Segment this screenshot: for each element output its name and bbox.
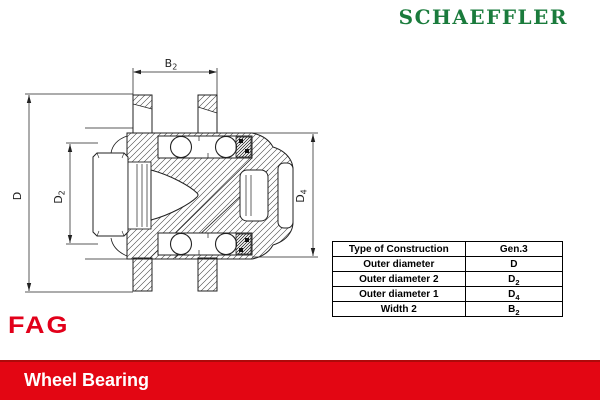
bearing-ball: [171, 234, 192, 255]
dim-label-d4: $D_4$: [294, 189, 309, 203]
spec-row-type-of-construction: [333, 242, 563, 257]
spec-row-width-2: [333, 302, 563, 317]
product-banner: [0, 360, 600, 400]
wheel-stud-top-left: [133, 95, 152, 133]
spec-value: D: [465, 257, 562, 272]
dimension-d2: [52, 143, 98, 244]
bearing-row-bottom: [158, 233, 252, 255]
spec-label: Type of Construction: [333, 242, 466, 257]
bearing-seal: [236, 234, 251, 254]
dim-label-d2: $D_2$: [52, 190, 67, 204]
knuckle-window: [240, 170, 268, 221]
wheel-stud-bottom-left: [133, 258, 152, 291]
bearing-seal: [236, 137, 251, 157]
spec-label: Outer diameter 2: [333, 272, 466, 287]
hub-bearing-drawing: [0, 55, 340, 305]
schaeffler-logo: SCHAEFFLER: [398, 5, 568, 29]
wheel-pilot: [93, 153, 128, 236]
spec-value: $B_2$: [465, 302, 562, 317]
fag-logo: FAG: [8, 312, 70, 339]
spec-label: Outer diameter: [333, 257, 466, 272]
spec-table: [332, 241, 563, 317]
spec-value: $D_4$: [465, 287, 562, 302]
dim-label-d: D: [11, 191, 24, 201]
outer-ring-face: [278, 163, 293, 228]
spec-row-outer-diameter-2: [333, 272, 563, 287]
spec-row-outer-diameter: [333, 257, 563, 272]
spec-row-outer-diameter-1: [333, 287, 563, 302]
centre-bore: [128, 162, 151, 229]
bearing-row-top: [158, 136, 252, 158]
spec-label: Width 2: [333, 302, 466, 317]
banner-title: Wheel Bearing: [24, 370, 150, 390]
technical-drawing: [0, 55, 340, 305]
dim-label-b2: $B_2$: [164, 57, 178, 72]
wheel-stud-top-right: [198, 95, 217, 133]
bearing-ball: [171, 137, 192, 158]
wheel-stud-bottom-right: [198, 258, 217, 291]
spec-value: $D_2$: [465, 272, 562, 287]
spec-label: Outer diameter 1: [333, 287, 466, 302]
spec-value: Gen.3: [465, 242, 562, 257]
bearing-ball: [216, 137, 237, 158]
bearing-ball: [216, 234, 237, 255]
